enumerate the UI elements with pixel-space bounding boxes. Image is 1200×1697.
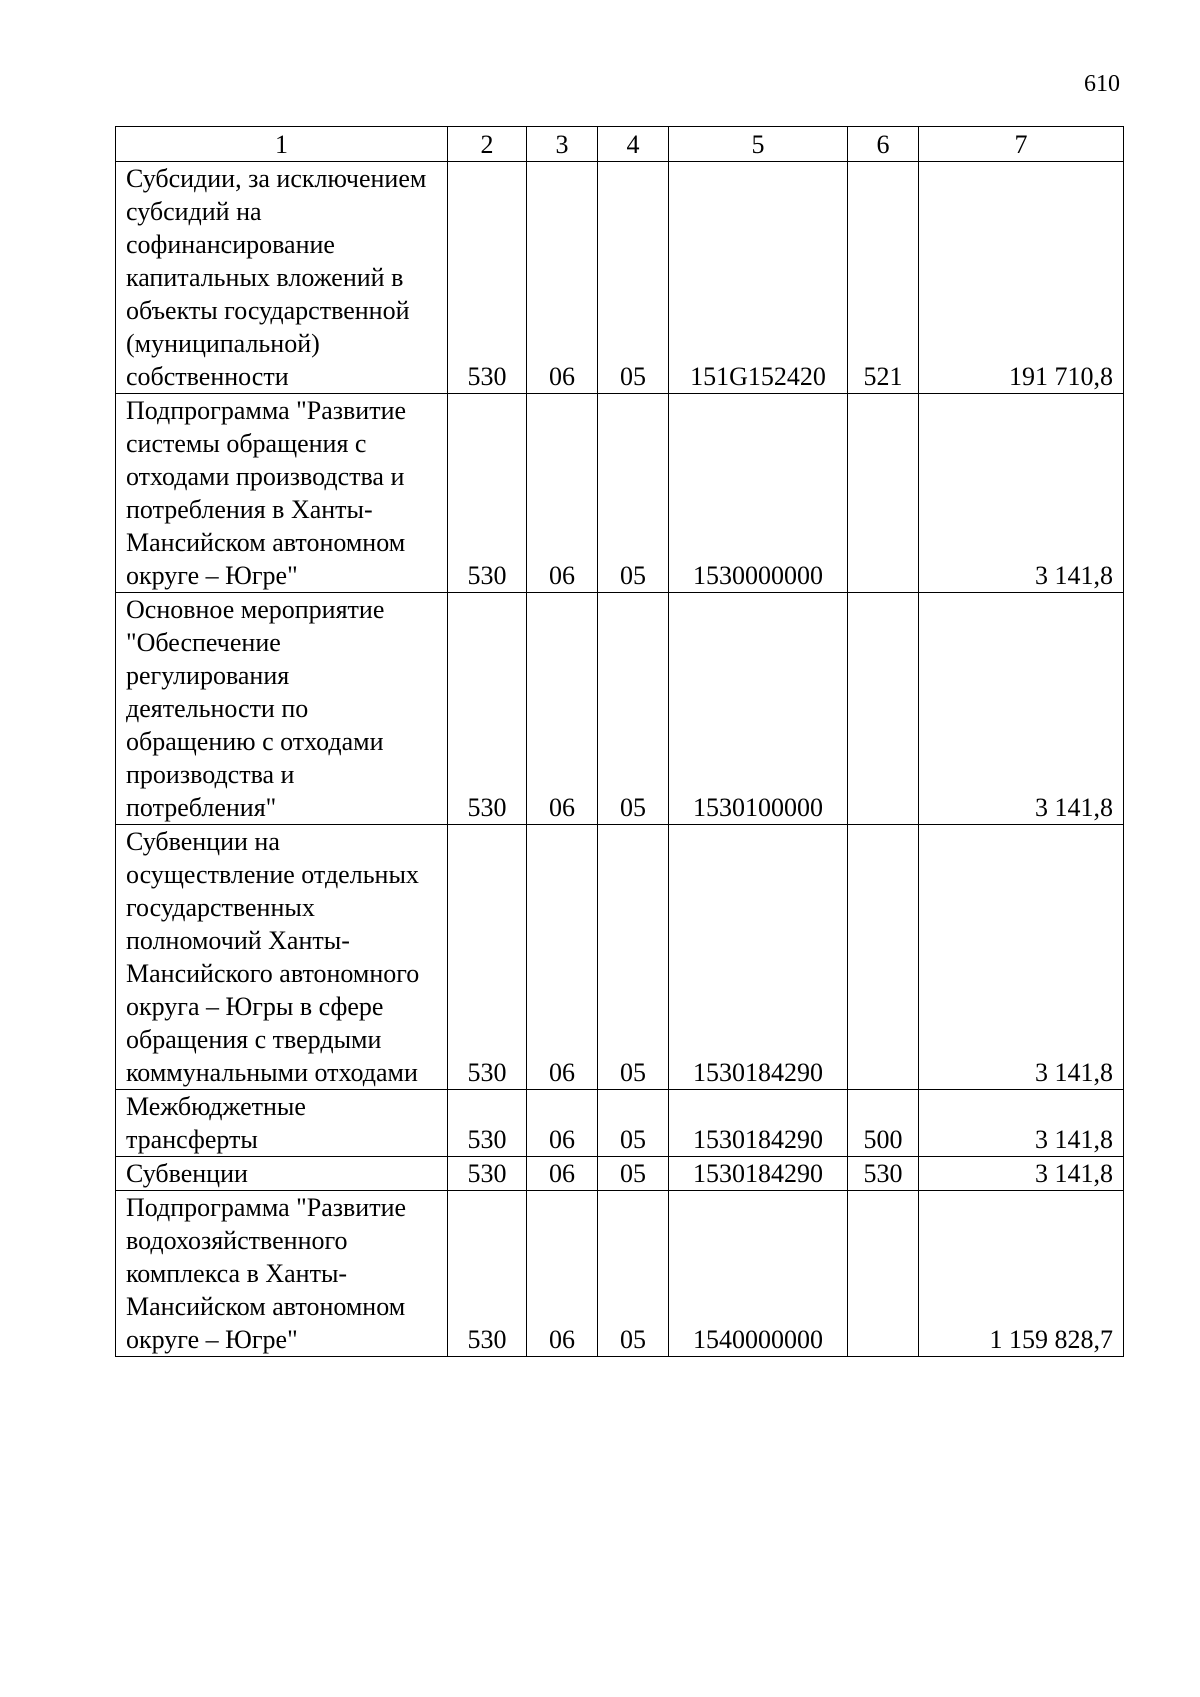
row-gr: 530 [448,825,527,1090]
table-row [116,1090,1124,1157]
table-row [116,394,1124,593]
row-csr: 1530100000 [669,593,848,825]
row-pr: 05 [598,1090,669,1157]
row-amount: 191 710,8 [919,162,1124,394]
row-gr: 530 [448,1090,527,1157]
row-name: Подпрограмма "Развитие водохозяйственного комплекса в Ханты-Мансийском автономном округе – Югре" [116,1191,448,1357]
row-amount: 3 141,8 [919,1090,1124,1157]
row-pr: 05 [598,1157,669,1191]
row-csr: 1530184290 [669,1090,848,1157]
row-vr [848,593,919,825]
row-name: Основное мероприятие "Обеспечение регулирования деятельности по обращению с отходами производства и потребления" [116,593,448,825]
row-csr: 1540000000 [669,1191,848,1357]
table-header-row [116,127,1124,162]
table-row [116,162,1124,394]
row-csr: 1530000000 [669,394,848,593]
row-name: Подпрограмма "Развитие системы обращения с отходами производства и потребления в Ханты-Мансийском автономном округе – Югре" [116,394,448,593]
row-vr: 521 [848,162,919,394]
budget-table [115,126,1124,1357]
table-row [116,1191,1124,1357]
row-rz: 06 [527,1157,598,1191]
table-row [116,593,1124,825]
row-amount: 3 141,8 [919,1157,1124,1191]
column-header: 1 [116,127,448,162]
column-header: 3 [527,127,598,162]
column-header: 7 [919,127,1124,162]
row-csr: 1530184290 [669,825,848,1090]
row-gr: 530 [448,1157,527,1191]
row-vr: 500 [848,1090,919,1157]
row-rz: 06 [527,162,598,394]
row-pr: 05 [598,162,669,394]
row-vr [848,825,919,1090]
row-gr: 530 [448,394,527,593]
row-rz: 06 [527,593,598,825]
row-name: Межбюджетные трансферты [116,1090,448,1157]
column-header: 4 [598,127,669,162]
row-amount: 1 159 828,7 [919,1191,1124,1357]
row-pr: 05 [598,593,669,825]
row-name: Субвенции на осуществление отдельных государственных полномочий Ханты-Мансийского автономного округа – Югры в сфере обращения с твердыми коммунальными отходами [116,825,448,1090]
column-header: 2 [448,127,527,162]
table-row [116,825,1124,1090]
column-header: 6 [848,127,919,162]
row-name: Субвенции [116,1157,448,1191]
row-rz: 06 [527,825,598,1090]
row-pr: 05 [598,825,669,1090]
row-pr: 05 [598,394,669,593]
row-pr: 05 [598,1191,669,1357]
row-name: Субсидии, за исключением субсидий на софинансирование капитальных вложений в объекты государственной (муниципальной) собственности [116,162,448,394]
page-number: 610 [1084,71,1120,97]
row-vr [848,1191,919,1357]
row-rz: 06 [527,1191,598,1357]
table-row [116,1157,1124,1191]
row-rz: 06 [527,394,598,593]
row-csr: 1530184290 [669,1157,848,1191]
row-gr: 530 [448,593,527,825]
row-gr: 530 [448,162,527,394]
row-amount: 3 141,8 [919,593,1124,825]
column-header: 5 [669,127,848,162]
row-vr [848,394,919,593]
row-rz: 06 [527,1090,598,1157]
row-csr: 151G152420 [669,162,848,394]
row-amount: 3 141,8 [919,394,1124,593]
row-gr: 530 [448,1191,527,1357]
row-amount: 3 141,8 [919,825,1124,1090]
row-vr: 530 [848,1157,919,1191]
